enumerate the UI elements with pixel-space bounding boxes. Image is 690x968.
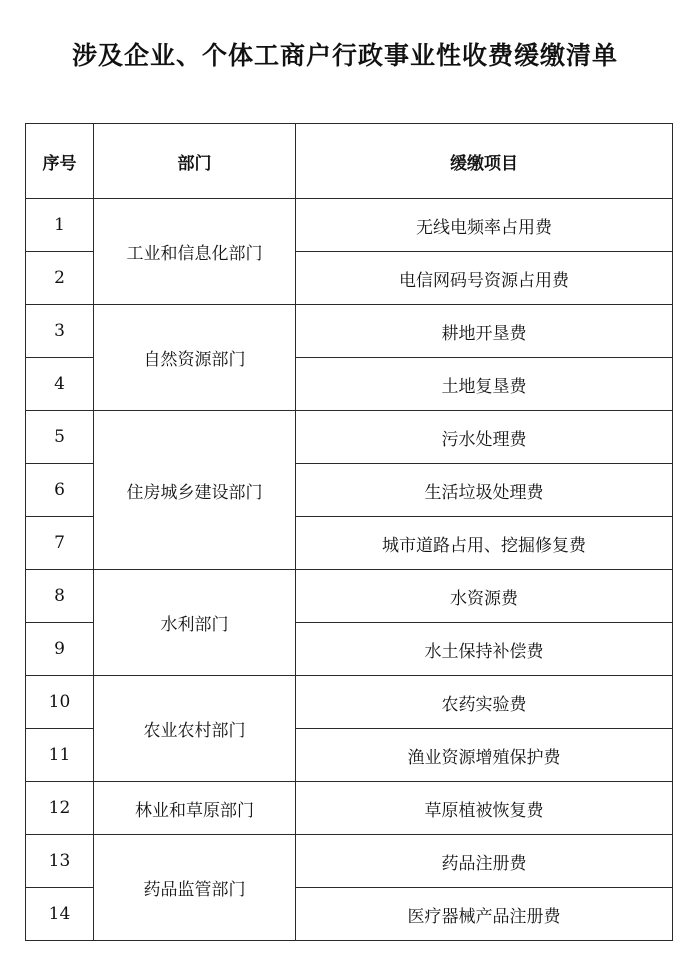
department-cell: 林业和草原部门 <box>94 782 296 835</box>
fee-deferral-table <box>25 123 673 941</box>
department-cell: 自然资源部门 <box>94 305 296 411</box>
department-cell: 工业和信息化部门 <box>94 199 296 305</box>
fee-item: 无线电频率占用费 <box>296 199 673 252</box>
header-item: 缓缴项目 <box>296 124 673 199</box>
department-cell: 住房城乡建设部门 <box>94 411 296 570</box>
row-number: 8 <box>26 570 94 623</box>
fee-item: 电信网码号资源占用费 <box>296 252 673 305</box>
fee-item: 水资源费 <box>296 570 673 623</box>
document-title: 涉及企业、个体工商户行政事业性收费缓缴清单 <box>71 41 618 70</box>
department-cell: 药品监管部门 <box>94 835 296 941</box>
table-row <box>26 835 673 888</box>
fee-item: 草原植被恢复费 <box>296 782 673 835</box>
header-row <box>26 124 673 199</box>
table-row <box>26 305 673 358</box>
fee-item: 渔业资源增殖保护费 <box>296 729 673 782</box>
department-cell: 水利部门 <box>94 570 296 676</box>
table-header <box>26 124 673 199</box>
table-row <box>26 199 673 252</box>
row-number: 3 <box>26 305 94 358</box>
fee-item: 耕地开垦费 <box>296 305 673 358</box>
fee-item: 药品注册费 <box>296 835 673 888</box>
department-cell: 农业农村部门 <box>94 676 296 782</box>
row-number: 10 <box>26 676 94 729</box>
row-number: 6 <box>26 464 94 517</box>
row-number: 1 <box>26 199 94 252</box>
row-number: 5 <box>26 411 94 464</box>
table-row <box>26 411 673 464</box>
row-number: 7 <box>26 517 94 570</box>
row-number: 2 <box>26 252 94 305</box>
fee-item: 生活垃圾处理费 <box>296 464 673 517</box>
fee-item: 污水处理费 <box>296 411 673 464</box>
row-number: 14 <box>26 888 94 941</box>
header-department: 部门 <box>94 124 296 199</box>
header-index: 序号 <box>26 124 94 199</box>
fee-item: 城市道路占用、挖掘修复费 <box>296 517 673 570</box>
row-number: 9 <box>26 623 94 676</box>
row-number: 12 <box>26 782 94 835</box>
table-row <box>26 570 673 623</box>
row-number: 11 <box>26 729 94 782</box>
fee-item: 土地复垦费 <box>296 358 673 411</box>
table-row <box>26 782 673 835</box>
table-row <box>26 676 673 729</box>
row-number: 13 <box>26 835 94 888</box>
fee-item: 农药实验费 <box>296 676 673 729</box>
table-body <box>26 199 673 941</box>
fee-item: 医疗器械产品注册费 <box>296 888 673 941</box>
row-number: 4 <box>26 358 94 411</box>
fee-item: 水土保持补偿费 <box>296 623 673 676</box>
